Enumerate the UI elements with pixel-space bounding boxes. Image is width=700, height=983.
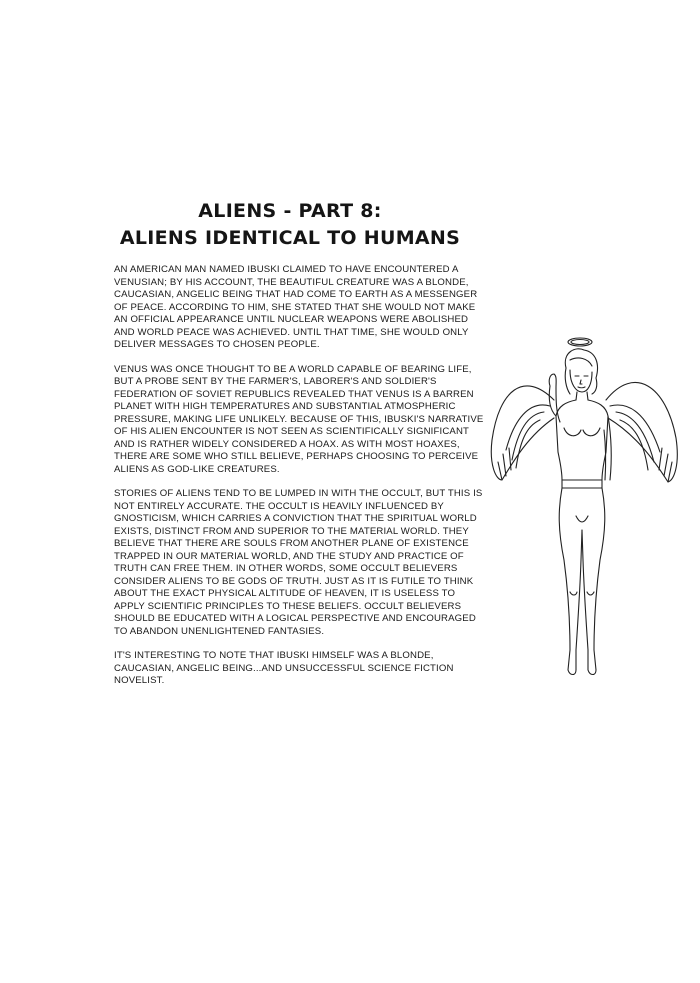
angel-illustration-icon: [484, 330, 684, 690]
title-line-1: ALIENS - PART 8:: [198, 200, 382, 222]
page-title: [100, 198, 480, 252]
paragraph-3: STORIES OF ALIENS TEND TO BE LUMPED IN WITH THE OCCULT, BUT THIS IS NOT ENTIRELY ACCURATE. THE OCCULT IS HEAVILY INFLUENCED BY GNOSTICISM, WHICH CARRIES A CONVICTION THAT THE SPIRITUAL WORLD EXISTS, DISTINCT FROM AND SUPERIOR TO THE MATERIAL WORLD. THEY BELIEVE THAT THERE ARE SOULS FROM ANOTHER PLANE OF EXISTENCE TRAPPED IN OUR MATERIAL WORLD, AND THE STUDY AND PRACTICE OF TRUTH CAN FREE THEM. IN OTHER WORDS, SOME OCCULT BELIEVERS CONSIDER ALIENS TO BE GODS OF TRUTH. JUST AS IT IS FUTILE TO THINK ABOUT THE EXACT PHYSICAL ALTITUDE OF HEAVEN, IT IS USELESS TO APPLY SCIENTIFIC PRINCIPLES TO THESE BELIEFS. OCCULT BELIEVERS SHOULD BE EDUCATED WITH A LOGICAL PERSPECTIVE AND ENCOURAGED TO ABANDON UNENLIGHTENED FANTASIES.: [114, 488, 483, 637]
title-line-2: ALIENS IDENTICAL TO HUMANS: [119, 227, 461, 249]
article-body: [114, 264, 486, 700]
paragraph-1: AN AMERICAN MAN NAMED IBUSKI CLAIMED TO HAVE ENCOUNTERED A VENUSIAN; BY HIS ACCOUNT, THE BEAUTIFUL CREATURE WAS A BLONDE, CAUCASIAN, ANGELIC BEING THAT HAD COME TO EARTH AS A MESSENGER OF PEACE. ACCORDING TO HIM, SHE STATED THAT SHE WOULD NOT MAKE AN OFFICIAL APPEARANCE UNTIL NUCLEAR WEAPONS WERE ABOLISHED AND WORLD PEACE WAS ACHIEVED. UNTIL THAT TIME, SHE WOULD ONLY DELIVER MESSAGES TO CHOSEN PEOPLE.: [114, 264, 478, 350]
paragraph-4: IT'S INTERESTING TO NOTE THAT IBUSKI HIMSELF WAS A BLONDE, CAUCASIAN, ANGELIC BEING...AND UNSUCCESSFUL SCIENCE FICTION NOVELIST.: [114, 650, 454, 686]
paragraph-2: VENUS WAS ONCE THOUGHT TO BE A WORLD CAPABLE OF BEARING LIFE, BUT A PROBE SENT BY THE FARMER'S, LABORER'S AND SOLDIER'S FEDERATION OF SOVIET REPUBLICS REVEALED THAT VENUS IS A BARREN PLANET WITH HIGH TEMPERATURES AND SUBSTANTIAL ATMOSPHERIC PRESSURE, MAKING LIFE UNLIKELY. BECAUSE OF THIS, IBUSKI'S NARRATIVE OF HIS ALIEN ENCOUNTER IS NOT SEEN AS SCIENTIFICALLY SIGNIFICANT AND IS RATHER WIDELY CONSIDERED A HOAX. AS WITH MOST HOAXES, THERE ARE SOME WHO STILL BELIEVE, PERHAPS CHOOSING TO PERCEIVE ALIENS AS GOD-LIKE CREATURES.: [114, 363, 484, 475]
